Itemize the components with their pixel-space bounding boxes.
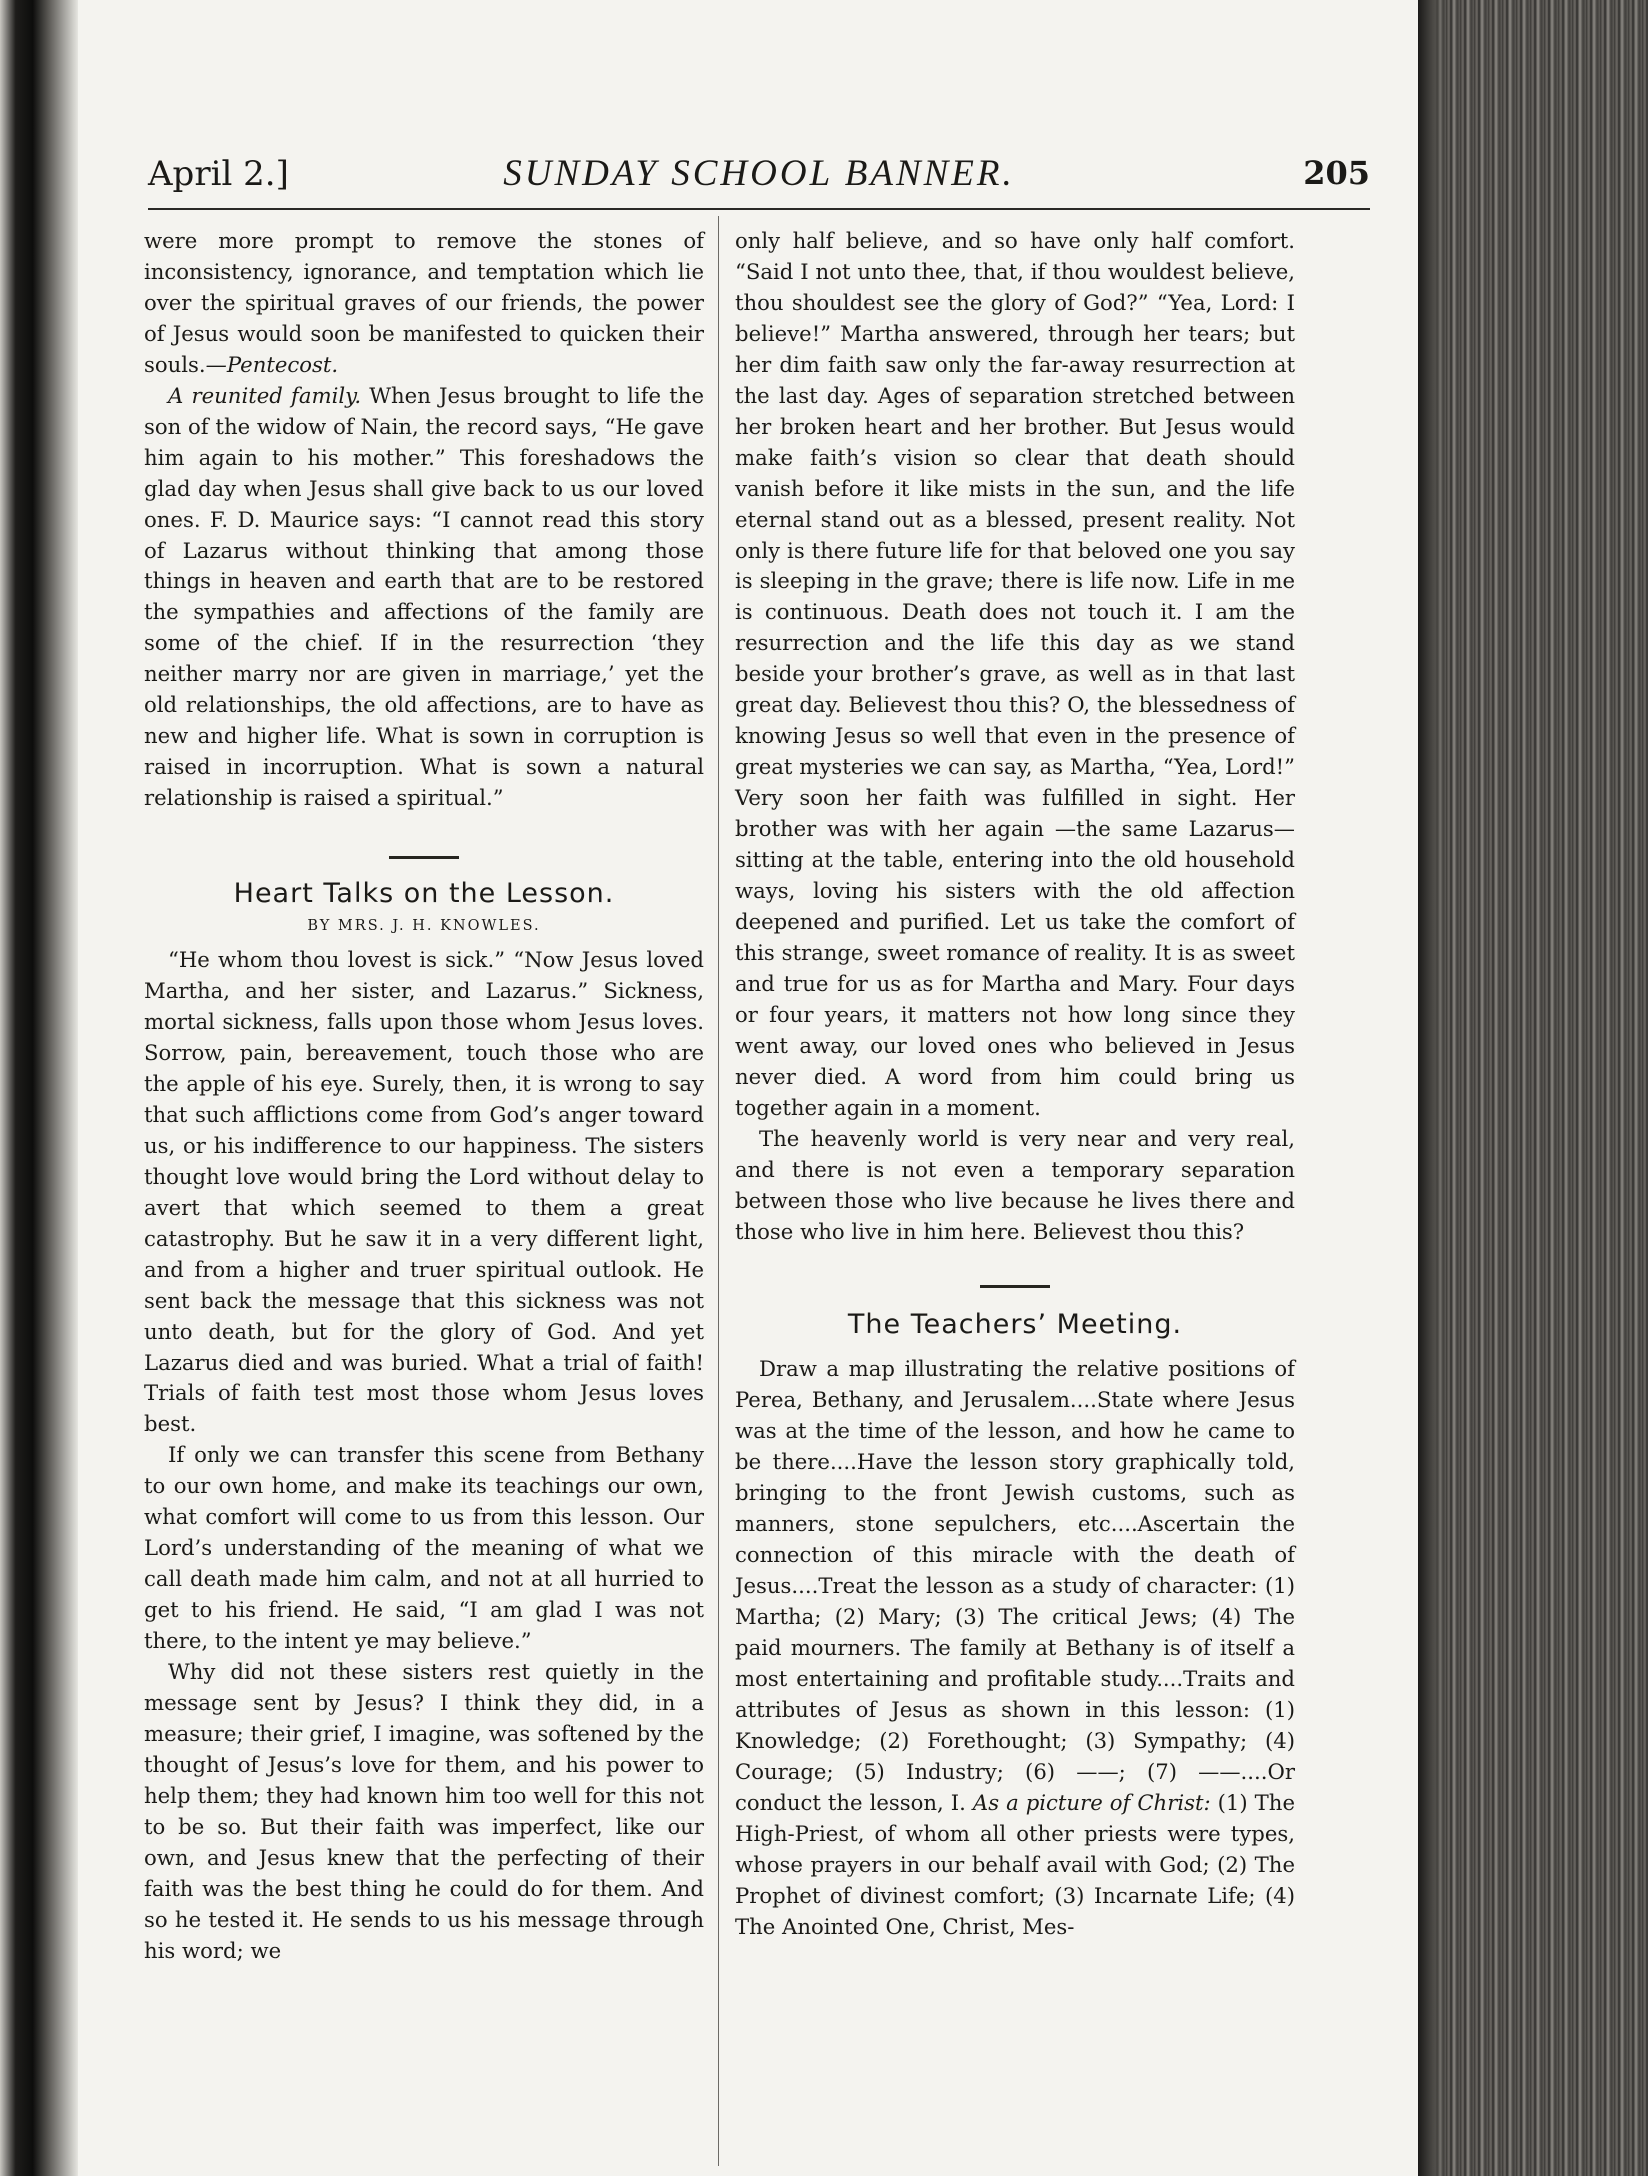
- left-column: [144, 226, 704, 1967]
- reunited-family-text: When Jesus brought to life the son of the widow of Nain, the record says, “He gave him again to his mother.” This foreshadows the glad day when Jesus shall give back to us our loved ones. F. D. Maurice says: “I cannot read this story of Lazarus without thinking that among those things in heaven and earth that are to be restored the sympathies and affections of the family are some of the chief. If in the resurrection ‘they neither marry nor are given in marriage,’ yet the old relationships, the old affections, are to have as new and higher life. What is sown in corruption is raised in incorruption. What is sown a natural relationship is raised a spiritual.”: [144, 382, 704, 811]
- heavenly-world-paragraph: The heavenly world is very near and very real, and there is not even a temporary separation between those who live because he lives there and those who live in him here. Believest thou this?: [735, 1125, 1295, 1244]
- teachers-meeting-paragraph: [735, 1354, 1295, 1942]
- intro-source: —Pentecost.: [205, 351, 339, 377]
- section-byline: BY MRS. J. H. KNOWLES.: [307, 918, 541, 935]
- header-title: SUNDAY SCHOOL BANNER.: [503, 153, 1015, 194]
- heart-talks-continued-paragraph: only half believe, and so have only half comfort. “Said I not unto thee, that, if thou wouldest believe, thou shouldest see the glory of God?” “Yea, Lord: I believe!” Martha answered, through her tears; but her dim faith saw only the far-away resurrection at the last day. Ages of separation stretched between her broken heart and her brother. But Jesus would make faith’s vision so clear that death should vanish before it like mists in the sun, and the life eternal stand out as a blessed, present reality. Not only is there future life for that beloved one you say is sleeping in the grave; there is life now. Life in me is continuous. Death does not touch it. I am the resurrection and the life this day as we stand beside your brother’s grave, as well as in that last great day. Believest thou this? O, the blessedness of knowing Jesus so well that even in the presence of great mysteries we can say, as Martha, “Yea, Lord!” Very soon her faith was fulfilled in sight. Her brother was with her again —the same Lazarus—sitting at the table, entering into the old household ways, loving his sisters with the old affection deepened and purified. Let us take the comfort of this strange, sweet romance of reality. It is as sweet and true for us as for Martha and Mary. Four days or four years, it matters not how long since they went away, our loved ones who believed in Jesus never died. A word from him could bring us together again in a moment.: [735, 228, 1295, 1120]
- teachers-meeting-emphasis: As a picture of Christ:: [972, 1789, 1211, 1815]
- running-header: [148, 150, 1370, 210]
- section-title-teachers-meeting: The Teachers’ Meeting.: [847, 1309, 1183, 1341]
- book-page-edges: [1418, 0, 1648, 2176]
- heart-talks-paragraph-3: Why did not these sisters rest quietly in the message sent by Jesus? I think they did, in a measure; their grief, I imagine, was softened by the thought of Jesus’s love for them, and his power to help them; they had known him too well for this not to be so. But their faith was imperfect, like our own, and Jesus knew that the perfecting of their faith was the best thing he could do for them. And so he tested it. He sends to us his message through his word; we: [144, 1659, 704, 1963]
- page-number: 205: [1303, 154, 1370, 192]
- reunited-family-paragraph: [144, 381, 704, 814]
- header-rule: [148, 208, 1370, 210]
- intro-text: were more prompt to remove the stones of inconsistency, ignorance, and temptation which lie over the spiritual graves of our friends, the power of Jesus would soon be manifested to quicken their souls.: [144, 228, 704, 377]
- right-column: [735, 226, 1295, 1943]
- teachers-meeting-text-b: (1) The High-Priest, of whom all other priests were types, whose prayers in our behalf avail with God; (2) The Prophet of divinest comfort; (3) Incarnate Life; (4) The Anointed One, Christ, Mes-: [735, 1789, 1295, 1939]
- header-date: April 2.]: [148, 154, 289, 194]
- intro-paragraph: [144, 226, 704, 381]
- teachers-meeting-text-a: Draw a map illustrating the relative positions of Perea, Bethany, and Jerusalem....State where Jesus was at the time of the lesson, and how he came to be there....Have the lesson story graphically told, bringing to the front Jewish customs, such as manners, stone sepulchers, etc....Ascertain the connection of this miracle with the death of Jesus....Treat the lesson as a study of character: (1) Martha; (2) Mary; (3) The critical Jews; (4) The paid mourners. The family at Bethany is of itself a most entertaining and profitable study....Traits and attributes of Jesus as shown in this lesson: (1) Knowledge; (2) Forethought; (3) Sympathy; (4) Courage; (5) Industry; (6) ——; (7) ——....Or conduct the lesson, I.: [735, 1356, 1295, 1815]
- book-page: [78, 0, 1418, 2176]
- column-divider: [718, 216, 719, 2166]
- book-binding-gutter: [0, 0, 78, 2176]
- reunited-family-lead: A reunited family.: [168, 382, 362, 408]
- heart-talks-paragraph-1: “He whom thou lovest is sick.” “Now Jesus loved Martha, and her sister, and Lazarus.” Sickness, mortal sickness, falls upon those whom Jesus loves. Sorrow, pain, bereavement, touch those who are the apple of his eye. Surely, then, it is wrong to say that such afflictions come from God’s anger toward us, or his indifference to our happiness. The sisters thought love would bring the Lord without delay to avert that which seemed to them a great catastrophy. But he saw it in a very different light, and from a higher and truer spiritual outlook. He sent back the message that this sickness was not unto death, but for the glory of God. And yet Lazarus died and was buried. What a trial of faith! Trials of faith test most those whom Jesus loves best.: [144, 947, 704, 1437]
- section-title-heart-talks: Heart Talks on the Lesson.: [233, 878, 615, 910]
- heart-talks-paragraph-2: If only we can transfer this scene from Bethany to our own home, and make its teachings our own, what comfort will come to us from this lesson. Our Lord’s understanding of the meaning of what we call death made him calm, and not at all hurried to get to his friend. He said, “I am glad I was not there, to the intent ye may believe.”: [144, 1442, 704, 1654]
